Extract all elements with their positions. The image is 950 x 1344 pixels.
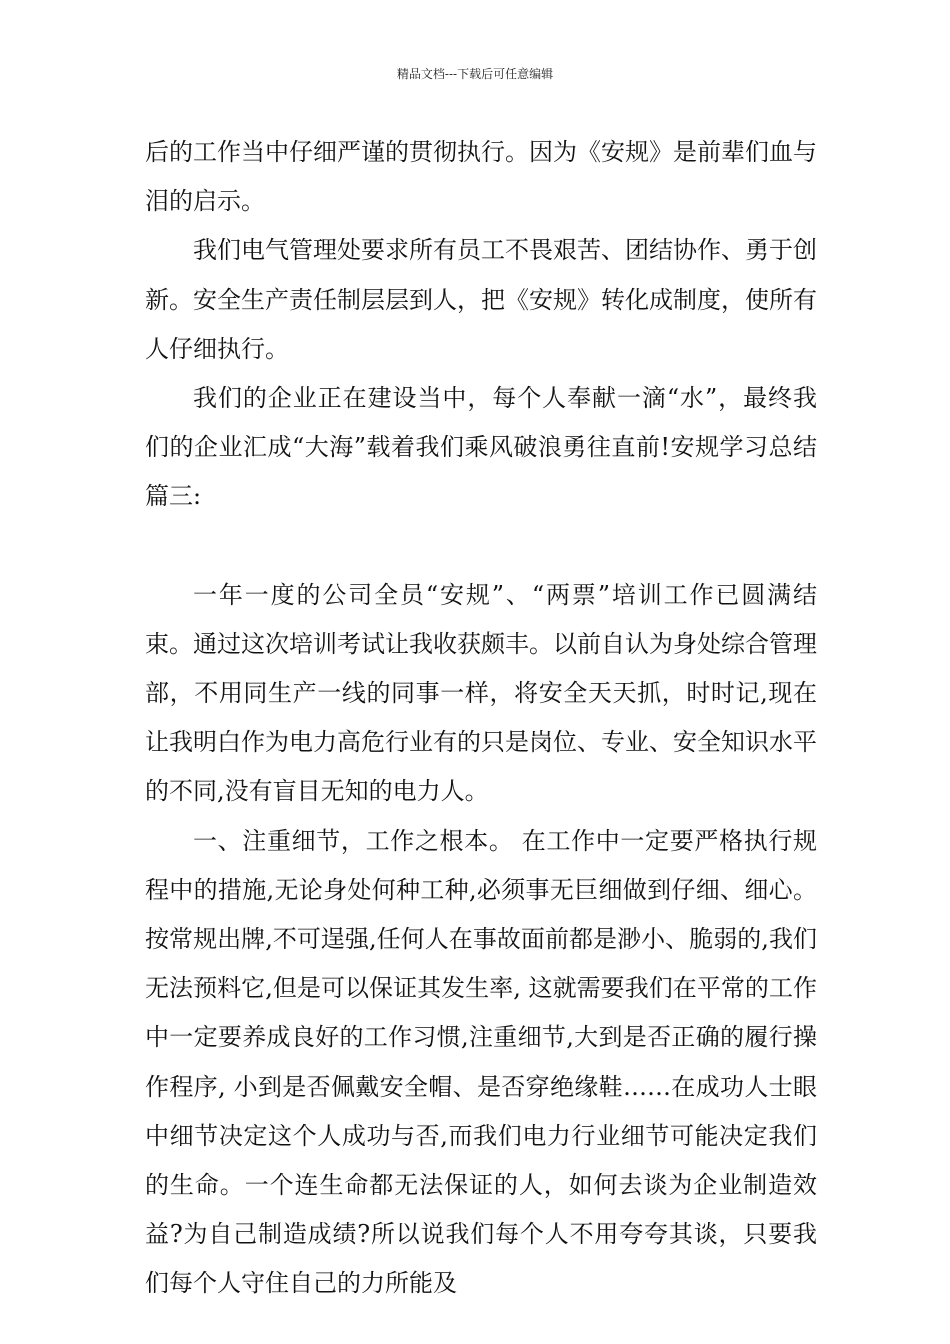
page-header: 精品文档---下载后可任意编辑 [396, 67, 554, 81]
paragraph: 一、注重细节，工作之根本。 在工作中一定要严格执行规程中的措施,无论身处何种工种,必须事无巨细做到仔细、细心。按常规出牌,不可逞强,任何人在事故面前都是渺小、脆弱的,我们无法预料它,但是可以保证其发生率, 这就需要我们在平常的工作中一定要养成良好的工作习惯,注重细节,大到是否正确的履行操作程序, 小到是否佩戴安全帽、是否穿绝缘鞋……在成功人士眼中细节决定这个人成功与否,而我们电力行业细节可能决定我们的生命。一个连生命都无法保证的人，如何去谈为企业制造效益?为自己制造成绩?所以说我们每个人不用夸夸其谈，只要我们每个人守住自己的力所能及 [145, 826, 817, 1298]
paragraph: 我们的企业正在建设当中，每个人奉献一滴“水”，最终我们的企业汇成“大海”载着我们乘风破浪勇往直前!安规学习总结篇三: [145, 384, 817, 511]
paragraph: 一年一度的公司全员“安规”、“两票”培训工作已圆满结束。通过这次培训考试让我收获颇丰。以前自认为身处综合管理部，不用同生产一线的同事一样，将安全天天抓，时时记,现在让我明白作为电力高危行业有的只是岗位、专业、安全知识水平的不同,没有盲目无知的电力人。 [145, 580, 817, 806]
document-body [145, 128, 817, 1309]
paragraph: 我们电气管理处要求所有员工不畏艰苦、团结协作、勇于创新。安全生产责任制层层到人，把《安规》转化成制度，使所有人仔细执行。 [145, 236, 817, 363]
paragraph-spacer [145, 522, 817, 571]
paragraph-continuation: 后的工作当中仔细严谨的贯彻执行。因为《安规》是前辈们血与泪的启示。 [145, 138, 817, 216]
